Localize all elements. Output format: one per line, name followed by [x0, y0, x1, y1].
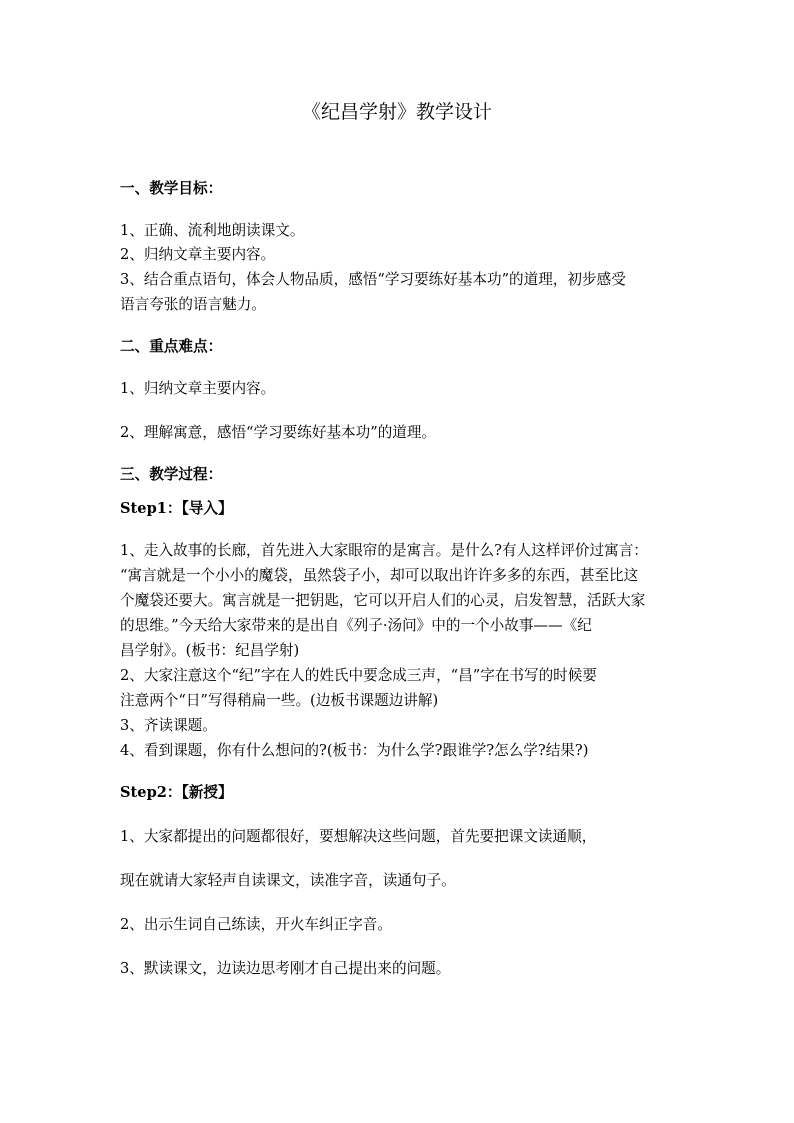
objective-item: 1、正确、流利地朗读课文。	[120, 222, 305, 239]
step1-line: “寓言就是一个小小的魔袋，虽然袋子小，却可以取出许许多多的东西，甚至比这	[120, 567, 639, 584]
step1-line: 3、齐读课题。	[120, 717, 217, 734]
step1-line: 的思维。”今天给大家带来的是出自《列子·汤问》中的一个小故事——《纪	[120, 617, 592, 634]
key-point-item: 2、理解寓意，感悟“学习要练好基本功”的道理。	[120, 424, 437, 441]
step1-line: 注意两个“日”写得稍扁一些。(边板书课题边讲解)	[120, 692, 439, 709]
document-title: 《纪昌学射》教学设计	[301, 101, 492, 123]
section-heading-process: 三、教学过程：	[120, 466, 223, 483]
section-heading-objectives: 一、教学目标：	[120, 180, 223, 197]
step2-line: 3、默读课文，边读边思考刚才自己提出来的问题。	[120, 960, 451, 977]
step1-line: 昌学射》。(板书：纪昌学射)	[120, 642, 300, 659]
key-point-item: 1、归纳文章主要内容。	[120, 380, 276, 397]
objective-item: 2、归纳文章主要内容。	[120, 246, 276, 263]
step2-line: 1、大家都提出的问题都很好，要想解决这些问题，首先要把课文读通顺，	[120, 828, 597, 845]
step2-line: 2、出示生词自己练读，开火车纠正字音。	[120, 916, 392, 933]
step1-line: 4、看到课题，你有什么想问的?(板书：为什么学?跟谁学?怎么学?结果?)	[120, 742, 589, 759]
objective-item: 语言夸张的语言魅力。	[120, 296, 266, 313]
step2-heading: Step2：【新授】	[120, 784, 233, 801]
section-heading-key-points: 二、重点难点：	[120, 338, 223, 355]
step2-line: 现在就请大家轻声自读课文，读准字音，读通句子。	[120, 872, 456, 889]
objective-item: 3、结合重点语句，体会人物品质，感悟“学习要练好基本功”的道理，初步感受	[120, 271, 626, 288]
step1-heading: Step1：【导入】	[120, 500, 233, 517]
step1-line: 个魔袋还要大。寓言就是一把钥匙，它可以开启人们的心灵，启发智慧，活跃大家	[120, 592, 646, 609]
step1-line: 1、走入故事的长廊，首先进入大家眼帘的是寓言。是什么?有人这样评价过寓言：	[120, 542, 648, 559]
step1-line: 2、大家注意这个“纪”字在人的姓氏中要念成三声，“昌”字在书写的时候要	[120, 667, 597, 684]
